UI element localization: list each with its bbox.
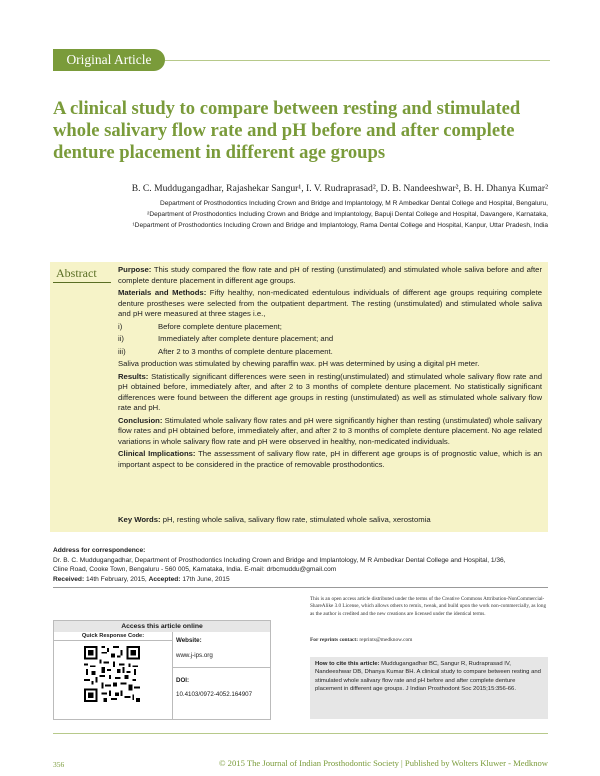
- correspondence-line-2: Cline Road, Cooke Town, Bengaluru - 560 005, Karnataka, India. E-mail: drbcmuddu@gmail.com: [53, 566, 337, 573]
- website-link[interactable]: www.j-ips.org: [176, 652, 213, 659]
- abstract-conclusion: [118, 416, 542, 448]
- correspondence-line-1: Dr. B. C. Muddugangadhar, Department of Prosthodontics Including Crown and Bridge and Implantology, M R Ambedkar Dental College and Hospital, 1/36,: [53, 556, 506, 564]
- website-label: Website:: [176, 637, 202, 644]
- abstract-results: [118, 372, 542, 414]
- stage-num: iii): [118, 346, 126, 356]
- methods-label: Materials and Methods:: [118, 288, 207, 297]
- access-divider: [172, 632, 173, 719]
- stage-num: i): [118, 321, 123, 331]
- stage-item: [118, 334, 542, 345]
- stage-text: Before complete denture placement;: [158, 321, 282, 331]
- correspondence-block: [53, 546, 553, 584]
- keywords-label: Key Words:: [118, 515, 161, 524]
- citation-label: How to cite this article:: [315, 661, 380, 667]
- citation-box: [310, 657, 548, 719]
- abstract-purpose: [118, 265, 542, 286]
- affiliation-1: Department of Prosthodontics Including Crown and Bridge and Implantology, M R Ambedkar Dental College and Hospital, Bengaluru,: [159, 200, 548, 207]
- received-date: 14th February, 2015,: [86, 575, 147, 583]
- page-number: 356: [53, 760, 65, 769]
- results-text: Statistically significant differences were seen in resting(unstimulated) and stimulated whole salivary flow rate and pH obtained before, immediately after, and after 2 to 3 months of complete denture placement. No statistically significant differences were found between the different age groups in resting (unstimulated) as well as stimulated whole salivary flow rate and pH.: [118, 371, 542, 412]
- reprints-line: [310, 637, 412, 643]
- received-label: Received:: [53, 575, 85, 583]
- implications-text: The assessment of salivary flow rate, pH in different age groups is of prognostic value, which is an important aspect to be considered in the practice of removable prosthodontics.: [118, 449, 543, 469]
- abstract-methods: [118, 288, 542, 320]
- conclusion-label: Conclusion:: [118, 415, 163, 425]
- article-type-badge: Original Article: [53, 49, 165, 71]
- accepted-date: 17th June, 2015: [182, 575, 230, 583]
- footer-text: © 2015 The Journal of Indian Prosthodontic Society | Published by Wolters Kluwer - Medknow: [219, 758, 548, 768]
- qr-code-icon[interactable]: [84, 646, 140, 702]
- abstract-label: Abstract: [56, 266, 97, 280]
- conclusion-text: Stimulated whole salivary flow rates and pH were significantly higher than resting (unstimulated) whole salivary flow rates and pH obtained before, immediately after, and after 2 to 3 months of complete denture placement. No age related variations in whole salivary flow rate and pH were observed in healthy, non-medicated individuals.: [118, 415, 542, 446]
- reprints-label: For reprints contact:: [310, 637, 359, 643]
- abstract-implications: [118, 449, 542, 470]
- stage-text: Immediately after complete denture placement; and: [158, 334, 334, 343]
- results-label: Results:: [118, 371, 149, 381]
- methods-text: Fifty healthy, non-medicated edentulous individuals of different age groups requiring complete denture prostheses were selected from the outpatient department. The resting (unstimulated) and stimulated whole saliva and pH were measured at three stages i.e.,: [118, 288, 542, 318]
- dates-line: [53, 575, 553, 585]
- stage-num: ii): [118, 334, 124, 343]
- reprints-email[interactable]: reprints@medknow.com: [359, 637, 413, 643]
- footer-rule: [53, 733, 548, 734]
- purpose-label: Purpose:: [118, 265, 152, 274]
- correspondence-label: Address for correspondence:: [53, 547, 146, 554]
- stage-item: [118, 322, 542, 333]
- access-inner-rule: [172, 667, 270, 668]
- affiliation-3: ¹Department of Prosthodontics Including Crown and Bridge and Implantology, Rama Dental College and Hospital, Kanpur, Uttar Pradesh, India: [132, 222, 548, 229]
- affiliation-2: ²Department of Prosthodontics Including Crown and Bridge and Implantology, Bapuji Dental College and Hospital, Davangere, Karnataka,: [147, 211, 548, 218]
- header-rule: [165, 60, 550, 61]
- license-text: This is an open access article distributed under the terms of the Creative Commons Attribution-NonCommercial-ShareAlike 3.0 License, which allows others to remix, tweak, and build upon the work non-commercially, as long as the author is credited and the new creations are licensed under the identical terms.: [310, 596, 547, 617]
- accepted-label: Accepted:: [148, 575, 181, 583]
- abstract-body: [118, 265, 542, 470]
- access-header: Access this article online: [54, 621, 270, 632]
- correspondence-rule: [53, 587, 548, 588]
- purpose-text: This study compared the flow rate and pH of resting (unstimulated) and stimulated whole saliva before and after complete denture placement in different age groups.: [118, 265, 543, 285]
- implications-label: Clinical Implications:: [118, 449, 196, 458]
- doi-link[interactable]: 10.4103/0972-4052.164907: [176, 691, 253, 698]
- doi-label: DOI:: [176, 677, 190, 684]
- abstract-keywords: [118, 515, 542, 524]
- keywords-text: pH, resting whole saliva, salivary flow rate, stimulated whole saliva, xerostomia: [162, 515, 431, 524]
- methods-tail: Saliva production was stimulated by chewing paraffin wax. pH was determined by using a digital pH meter.: [118, 359, 480, 368]
- stage-text: After 2 to 3 months of complete denture placement.: [158, 346, 333, 356]
- abstract-label-underline: [53, 282, 111, 283]
- qr-label: Quick Response Code:: [54, 632, 172, 641]
- citation-text: Muddugangadhar BC, Sangur R, Rudraprasad IV, Nandeeshwar DB, Dhanya Kumar BH. A clinical study to compare between resting and stimulated whole salivary flow rate and pH before and after complete denture placement in different age groups. J Indian Prosthodont Soc 2015;15:356-66.: [315, 661, 541, 692]
- article-title: A clinical study to compare between resting and stimulated whole salivary flow rate and pH before and after complete denture placement in different age groups: [53, 98, 521, 163]
- author-list: B. C. Muddugangadhar, Rajashekar Sangur¹, I. V. Rudraprasad², D. B. Nandeeshwar², B. H. Dhanya Kumar²: [131, 183, 548, 194]
- stage-item: [118, 347, 542, 358]
